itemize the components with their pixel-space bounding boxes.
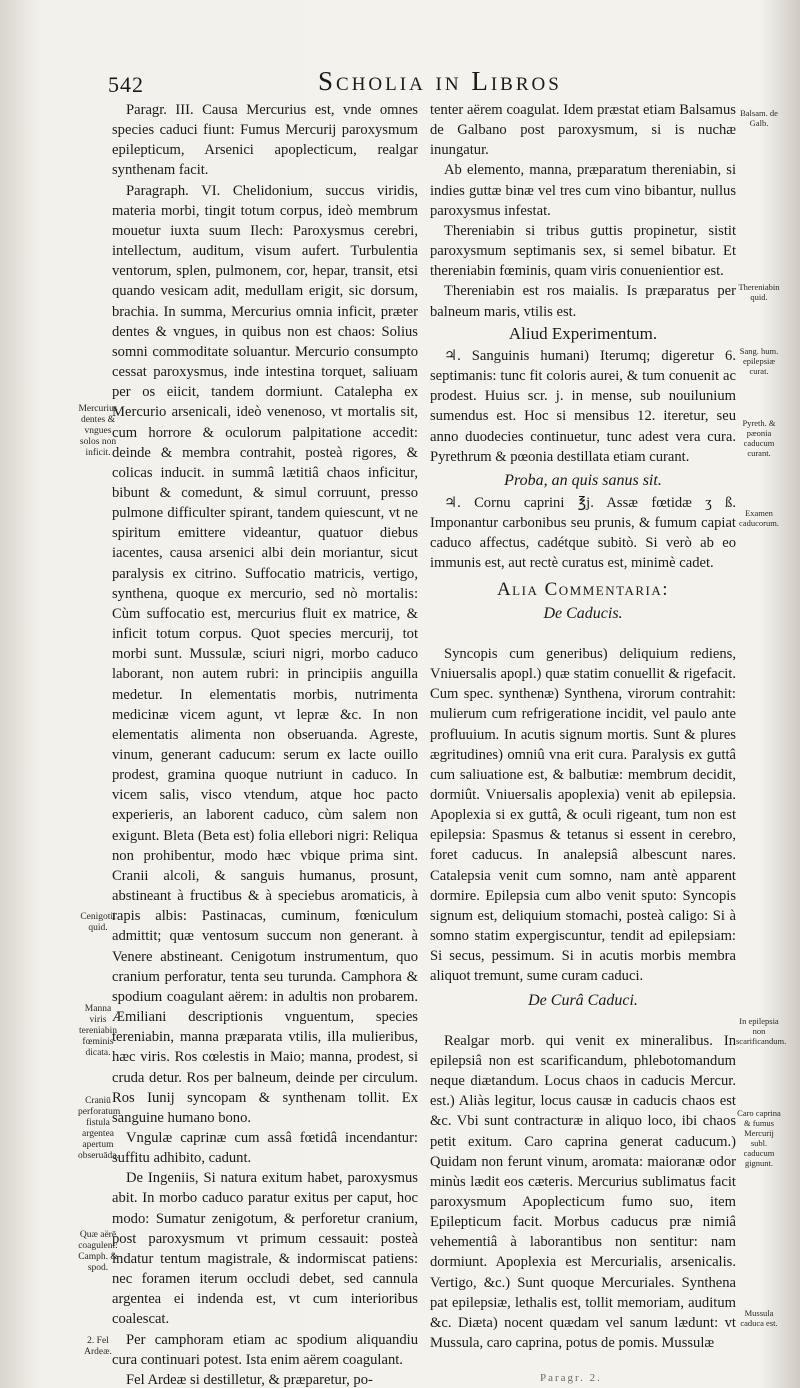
margin-note: Caro caprina & fumus Mercurij subl. caducum gignunt. [737,1108,781,1168]
paragraph: Vngulæ caprinæ cum assâ fœtidâ incendantur: suffitu adhibito, cadunt. [112,1129,418,1167]
left-text-column [112,100,418,1388]
margin-note: Quæ aërē coagulent: Camph. & spod. [78,1230,118,1273]
paragraph: Realgar morb. qui venit ex mineralibus. In epilepsiâ non est scarificandum, phlebotomandum neque diætandum. Locus chaos in caducis Mercur. est.) Aliàs legitur, locus causæ in caducis chaos est &c. Vbi sunt contracturæ in aliquo loco, ibi chaos petit exitum. Caro caprina generat caducum.) Quidam non ferunt vinum, aromata: maioranæ odor minùs lædit eos cæteris. Mercurius sublimatus facit paroxysmum Apoplecticum fumo suo, item Epilepticum facit. Morbus caducus præ nimiâ vehementiâ à laborantibus non sentitur: nam dormiunt. Apoplexia est Mercurialis, arsenicalis. Vertigo, &c.) Sunt quoque Mercuriales. Synthena pat epilepsiæ, lethalis est, tollit memoriam, auditum &c. Diæta) nocent quædam vel sanum lædunt: vt Mussula, caro caprina, potus de pomis. Mussulæ [430,1032,736,1352]
margin-note: Pyreth. & pæonia caducum curant. [742,418,776,458]
margin-note: Mussula caduca est. [740,1308,778,1328]
section-subheading: Proba, an quis sanus sit. [504,471,662,489]
margin-note: Craniū perforatum fistula argentea apertum obseruāda. [78,1096,121,1161]
paragraph: Ab elemento, manna, præparatum thereniabin, si indies guttæ binæ vel tres cum vino bibantur, nullus paroxysmus infestat. [430,162,736,219]
right-text-column [430,100,736,1353]
paragraph: tenter aërem coagulat. Idem præstat etiam Balsamus de Galbano post paroxysmum, si is nuchæ inungatur. [430,102,736,159]
margin-note: Mercurius dentes & vngues solos non inficit. [78,404,118,458]
section-title: Alia Commentaria: [496,578,670,600]
page-number: 542 [108,72,144,97]
paragraph: Syncopis cum generibus) deliquium rediens, Vniuersalis apopl.) quæ statim conuellit & rigefacit. Cum spec. synthenæ) Synthena, virorum contrahit: mulierum cum refrigeratione incidit, vel paulo ante profluuium. In acutis signum mortis. Sunt & plures ægritudines) omniû vna erit cura. Paralysis ex guttâ cum saliuatione est, & balbutiæ: membrum decidit, dormiût. Vniuersalis apoplexia) venit ab epilepsia. Apoplexia si ex guttâ, & oculi rigeant, tum non est epilepsia: Spasmus & tetanus si essent in cerebro, foret caducus. In analepsiâ albescunt nares. Catalepsia venit cum somno, nam antè apparent dormire. Epilepsia cum albo venit sputo: Syncopis signum est, deliquium stomachi, posteà caligo: Si à somno statim expergiscuntur, tendit ad epilepsiam: Si secus, pessimum. Si in acutis morbis membra aliquot tremunt, sume curam caduci. [430,645,736,985]
paragraph: Fel Ardeæ si destilletur, & præparetur, po- [126,1371,373,1388]
paragraph: Per camphoram etiam ac spodium aliquandiu cura continuari potest. Ista enim aërem coagulant. [112,1331,418,1368]
margin-note: Sang. hum. epilepsiæ curat. [739,346,779,376]
paragraph: ♃. Sanguinis humani) Iterumq; digeretur 6. septimanis: tunc fit coloris aurei, & tum conuenit ac prodest. Huius scr. j. in mense, sub nouilunium sumendus est. Hoc si mensibus 12. iteretur, seu anno duodecies continuetur, tunc adest vera cura. Pyrethrum & pœonia destillata etiam curant. [430,347,736,465]
section-subheading: Aliud Experimentum. [508,323,658,343]
section-subheading: De Curâ Caduci. [528,991,638,1009]
paragraph: Paragraph. VI. Chelidonium, succus viridis, materia morbi, tingit totum corpus, ideò membrum mouetur iuxta suum Ilech: Paroxysmus cerebri, intellectum, auditum, visum aufert. Turbulentia ventorum, splen, pulmonem, cor, hepar, transit, etsi quando vesicam adit, medullam erigit, sic dorsum, brachia. In summa, Mercurius omnia inficit, præter dentes & vngues, in quibus non est chaos: Solius somni commoditate soluantur. Mercurio consumpto cessat paroxysmus, inde intestina torquet, saliuam per os eiicit, tandem dormiunt. Catalepha ex Mercurio arsenicali, ideò venenoso, vt mortalis sit, cum horrore & oculorum palpitatione accedit: deinde & membra contrahit, posteà rigores, & colicas inducit. in summâ lætitiâ chaos inficitur, bibunt & comedunt, & simul corruunt, presso pulmone difficulter spirant, tandem quiescunt, vt ne spiritum emittere videantur, quatuor diebus iacentes, causa arsenici albi dein moriantur, sicut paralysis ex citrino. Suffocatio matricis, vertigo, synthena, quoque ex mercurio, sed nò mortalis: Cùm suffocatio est, mercurius fluit ex matrice, & inficit totum corpus. Quot species mercurij, tot morbi sunt. Mussulæ, sciuri nigri, morbo caduco laborant, non autem rubri: in principiis anguilla medetur. In elementatis morbis, nutrimenta medicinæ vicem agunt, vt lepræ &c. In non elementatis alimenta non obseruanda. Agreste, vinum, generant caducum: serum ex lacte ouillo prodest, gramina quoque nutriunt in caduco. In vicem salis, visco vtendum, atque hoc pacto experieris, an laborent caduco, cùm salem non exigunt. Bleta (Beta est) folia ellebori nigri: Reliqua non prohibentur, modo hæc vbique prima sint. Cranii alcoli, & sanguis humanus, prosunt, abstineant à fructibus & à speciebus aromaticis, à rapis albis: Pastinacas, cuminum, fœniculum admittit; quæ ventosum succum non generant. à Venere abstineant. Cenigotum instrumentum, quo cranium perforatur, tenta seu turunda. Camphora & spodium coagulant aërem: in adultis non probarem. Æmiliani descriptionis vnguentum, species tereniabin, manna præparata vtilis, illa mulieribus, hæc viris. Ros cœlestis in Maio; manna, prodest, si cruda detur. Ros per balneum, deinde per circulum. Ros Iunij syncopam & synthenam tollit. Ex sanguine humano bono. [112,182,418,1126]
paragraph: Paragr. III. Causa Mercurius est, vnde omnes species caduci fiunt: Fumus Mercurij paroxysmum epilepticum, Arsenici apoplecticum, realgar synthenam facit. [112,102,418,179]
page-header [108,64,728,100]
margin-note: Examen caducorum. [739,508,779,528]
paragraph: De Ingeniis, Si natura exitum habet, paroxysmus abit. In morbo caduco paratur exitus per caput, hoc modo: Sumatur zenigotum, & perforetur cranium, post paroxysmum vt primum cessauit: posteà indatur tentum magistrale, & indormiscat patiens: nec foramen iterum occludi debet, sed cannula argentea ei indenda est, vt cum interioribus coalescat. [112,1170,418,1328]
running-title: Scholia in Libros [318,66,562,96]
margin-note: Cenigotii quid. [80,912,116,933]
margin-note: Balsam. de Galb. [740,108,778,128]
paragraph: Thereniabin si tribus guttis propinetur, sistit paroxysmum septimanis sex, si semel bibatur. Et thereniabin fœminis, quam viris conuenientior est. [430,222,736,280]
bottom-text-fragment: Paragr. 2. [540,1372,602,1384]
margin-note: Manna viris tereniabin fœminis dicata. [79,1004,117,1058]
paragraph: Thereniabin est ros maialis. Is præparatus per balneum maris, vtilis est. [430,283,736,320]
spacer [430,626,736,644]
paragraph: ♃. Cornu caprini ℥j. Assæ fœtidæ ʒ ß. Imponantur carbonibus seu prunis, & fumum capiat caduco affectus, cadétque subitò. Si verò ab eo immunis est, aut rectè curatus est, minimè cadet. [430,494,736,572]
margin-note: In epilepsia non scarificandum. [736,1016,787,1046]
section-subheading: De Caducis. [543,604,623,622]
margin-note: 2. Fel Ardeæ. [84,1336,112,1357]
spacer [430,1013,736,1031]
margin-note: Thereniabin quid. [738,282,780,302]
